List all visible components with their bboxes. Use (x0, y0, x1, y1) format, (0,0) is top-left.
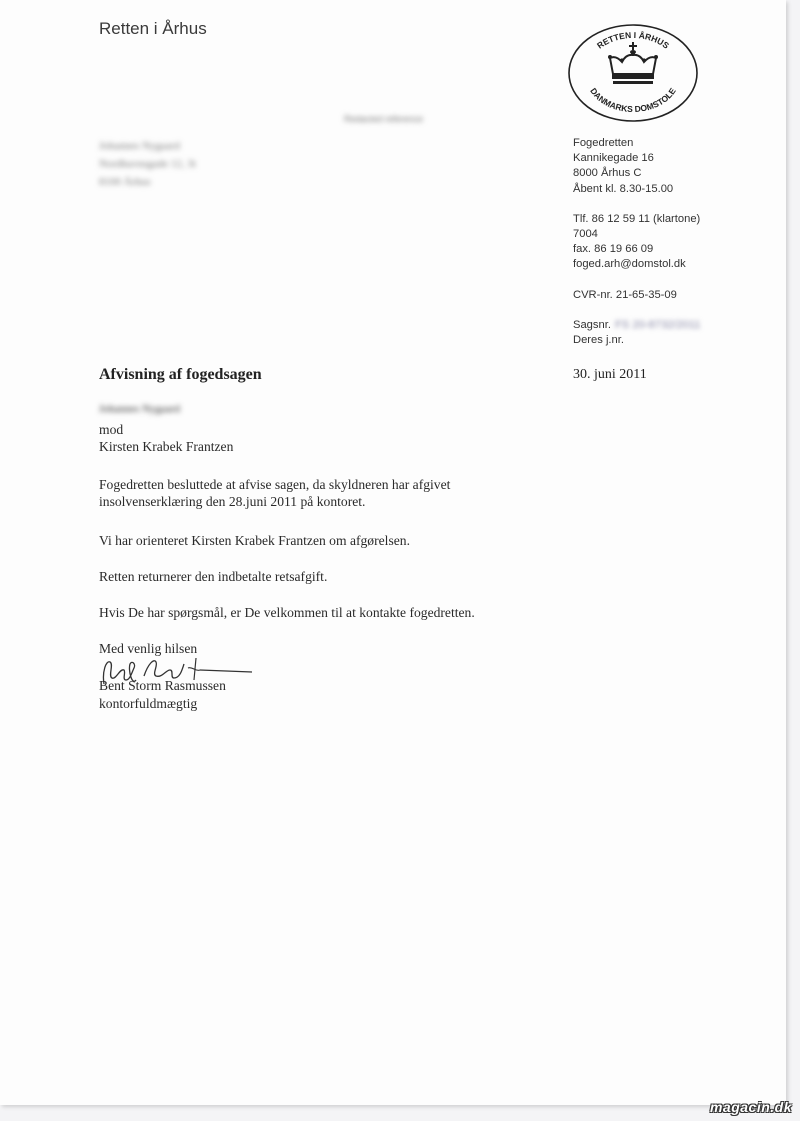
court-contact-info (573, 136, 701, 348)
site-watermark: magacin.dk (709, 1099, 792, 1115)
sidebar-their-ref: Deres j.nr. (573, 334, 624, 347)
sidebar-street: Kannikegade 16 (573, 152, 654, 165)
debtor-name: Kirsten Krabek Frantzen (99, 439, 234, 454)
signer-title: kontorfuldmægtig (99, 696, 198, 711)
sidebar-fax: fax. 86 19 66 09 (573, 243, 654, 256)
letter-date: 30. juni 2011 (573, 367, 647, 382)
sidebar-case-row (573, 318, 701, 333)
recipient-name: Johannes Nygaard (99, 140, 180, 152)
recipient-street: Nordhavnsgade 12, 3t (99, 158, 196, 170)
case-number-redacted: FS 20-8732/2011 (614, 318, 701, 331)
seal-top-text: RETTEN I ÅRHUS (595, 29, 671, 51)
paragraph-1-line-1: Fogedretten besluttede at afvise sagen, da skyldneren har afgivet (99, 477, 451, 492)
letter-title: Afvisning af fogedsagen (99, 366, 262, 383)
paragraph-2: Vi har orienteret Kirsten Krabek Frantzen om afgørelsen. (99, 533, 410, 548)
sidebar-cvr: CVR-nr. 21-65-35-09 (573, 288, 677, 301)
paragraph-1-line-2: insolvenserklæring den 28.juni 2011 på kontoret. (99, 494, 366, 509)
sidebar-dept: Fogedretten (573, 137, 634, 149)
seal-bottom-text: DANMARKS DOMSTOLE (588, 86, 678, 115)
sender-reference-redacted: Redacted reference (344, 114, 424, 124)
closing-text: Med venlig hilsen (99, 641, 198, 656)
recipient-address-redacted (99, 137, 196, 191)
mod-text: mod (99, 422, 124, 437)
court-seal (566, 22, 700, 124)
court-name: Retten i Århus (99, 19, 207, 38)
paragraph-3: Retten returnerer den indbetalte retsafgift. (99, 569, 328, 584)
sidebar-phone: Tlf. 86 12 59 11 (klartone) (573, 212, 701, 225)
crown-icon (608, 42, 658, 84)
sidebar-email: foged.arh@domstol.dk (573, 258, 686, 271)
sidebar-city: 8000 Århus C (573, 167, 642, 180)
case-number-label: Sagsnr. (573, 318, 611, 331)
recipient-city: 8100 Århus (99, 176, 151, 188)
sidebar-phone-ext: 7004 (573, 228, 598, 241)
signer-name: Bent Storm Rasmussen (99, 678, 226, 693)
sidebar-hours: Åbent kl. 8.30-15.00 (573, 182, 674, 195)
paragraph-4: Hvis De har spørgsmål, er De velkommen til at kontakte fogedretten. (99, 605, 475, 620)
claimant-redacted: Johannes Nygaard (99, 403, 180, 415)
